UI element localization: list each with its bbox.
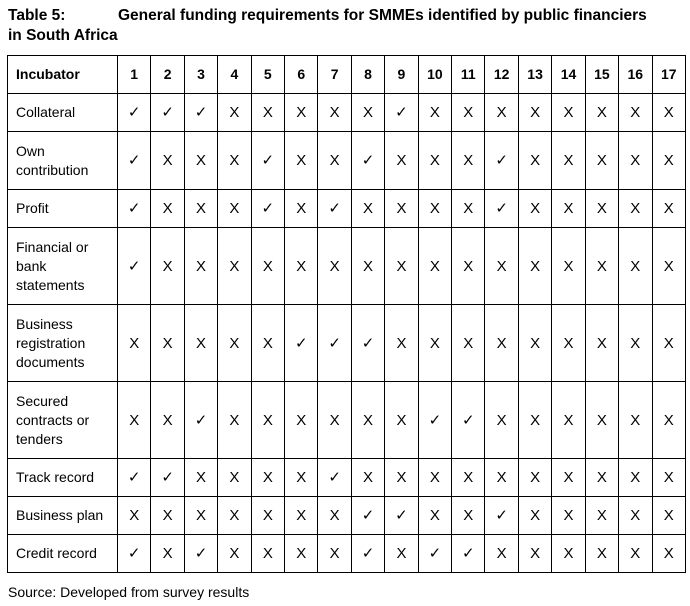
check-mark-icon: ✓: [118, 535, 151, 573]
caption-title: General funding requirements for SMMEs identified by public financiers: [118, 7, 647, 24]
cross-mark: X: [251, 228, 284, 305]
header-incubator-1: 1: [118, 56, 151, 94]
cross-mark: X: [485, 382, 518, 459]
cross-mark: X: [418, 497, 451, 535]
table-caption: [8, 6, 684, 46]
cross-mark: X: [652, 190, 686, 228]
header-incubator-9: 9: [385, 56, 418, 94]
cross-mark: X: [318, 94, 351, 132]
check-mark-icon: ✓: [251, 190, 284, 228]
cross-mark: X: [585, 132, 618, 190]
table-row: [8, 190, 686, 228]
cross-mark: X: [318, 382, 351, 459]
table-header-row: [8, 56, 686, 94]
cross-mark: X: [585, 497, 618, 535]
cross-mark: X: [418, 190, 451, 228]
cross-mark: X: [184, 190, 217, 228]
cross-mark: X: [218, 94, 251, 132]
cross-mark: X: [318, 132, 351, 190]
cross-mark: X: [251, 94, 284, 132]
header-incubator-16: 16: [619, 56, 652, 94]
header-incubator-14: 14: [552, 56, 585, 94]
cross-mark: X: [518, 382, 551, 459]
cross-mark: X: [351, 94, 384, 132]
cross-mark: X: [518, 132, 551, 190]
cross-mark: X: [218, 382, 251, 459]
cross-mark: X: [385, 228, 418, 305]
check-mark-icon: ✓: [151, 459, 184, 497]
cross-mark: X: [452, 190, 485, 228]
cross-mark: X: [385, 459, 418, 497]
header-incubator-5: 5: [251, 56, 284, 94]
check-mark-icon: ✓: [118, 459, 151, 497]
cross-mark: X: [385, 382, 418, 459]
cross-mark: X: [385, 305, 418, 382]
row-label: Profit: [8, 190, 118, 228]
cross-mark: X: [351, 190, 384, 228]
cross-mark: X: [218, 459, 251, 497]
cross-mark: X: [218, 228, 251, 305]
cross-mark: X: [151, 190, 184, 228]
check-mark-icon: ✓: [385, 94, 418, 132]
row-label: Business registration documents: [8, 305, 118, 382]
check-mark-icon: ✓: [418, 535, 451, 573]
cross-mark: X: [652, 459, 686, 497]
check-mark-icon: ✓: [452, 382, 485, 459]
cross-mark: X: [118, 497, 151, 535]
cross-mark: X: [619, 305, 652, 382]
check-mark-icon: ✓: [151, 94, 184, 132]
check-mark-icon: ✓: [251, 132, 284, 190]
header-incubator-17: 17: [652, 56, 686, 94]
cross-mark: X: [518, 228, 551, 305]
header-incubator-13: 13: [518, 56, 551, 94]
check-mark-icon: ✓: [485, 497, 518, 535]
cross-mark: X: [218, 190, 251, 228]
cross-mark: X: [285, 94, 318, 132]
header-incubator-8: 8: [351, 56, 384, 94]
cross-mark: X: [452, 132, 485, 190]
row-label: Financial or bank statements: [8, 228, 118, 305]
check-mark-icon: ✓: [485, 132, 518, 190]
cross-mark: X: [619, 94, 652, 132]
cross-mark: X: [652, 228, 686, 305]
cross-mark: X: [552, 190, 585, 228]
check-mark-icon: ✓: [318, 305, 351, 382]
check-mark-icon: ✓: [318, 459, 351, 497]
cross-mark: X: [485, 305, 518, 382]
table-body: [8, 94, 686, 573]
check-mark-icon: ✓: [318, 190, 351, 228]
cross-mark: X: [151, 497, 184, 535]
cross-mark: X: [452, 459, 485, 497]
cross-mark: X: [552, 94, 585, 132]
cross-mark: X: [518, 190, 551, 228]
cross-mark: X: [552, 228, 585, 305]
check-mark-icon: ✓: [118, 132, 151, 190]
cross-mark: X: [151, 132, 184, 190]
cross-mark: X: [585, 190, 618, 228]
cross-mark: X: [418, 459, 451, 497]
cross-mark: X: [285, 228, 318, 305]
cross-mark: X: [285, 382, 318, 459]
cross-mark: X: [285, 535, 318, 573]
check-mark-icon: ✓: [418, 382, 451, 459]
row-label: Business plan: [8, 497, 118, 535]
cross-mark: X: [285, 190, 318, 228]
check-mark-icon: ✓: [118, 228, 151, 305]
header-incubator-12: 12: [485, 56, 518, 94]
cross-mark: X: [619, 459, 652, 497]
cross-mark: X: [184, 228, 217, 305]
check-mark-icon: ✓: [485, 190, 518, 228]
cross-mark: X: [251, 535, 284, 573]
cross-mark: X: [318, 497, 351, 535]
cross-mark: X: [418, 305, 451, 382]
table-row: [8, 228, 686, 305]
cross-mark: X: [151, 305, 184, 382]
cross-mark: X: [184, 459, 217, 497]
header-incubator-11: 11: [452, 56, 485, 94]
cross-mark: X: [452, 228, 485, 305]
funding-requirements-table: [7, 55, 686, 573]
cross-mark: X: [184, 305, 217, 382]
cross-mark: X: [218, 305, 251, 382]
check-mark-icon: ✓: [184, 94, 217, 132]
cross-mark: X: [585, 382, 618, 459]
header-incubator-6: 6: [285, 56, 318, 94]
cross-mark: X: [351, 228, 384, 305]
table-row: [8, 132, 686, 190]
cross-mark: X: [585, 535, 618, 573]
cross-mark: X: [652, 132, 686, 190]
cross-mark: X: [518, 305, 551, 382]
cross-mark: X: [251, 497, 284, 535]
cross-mark: X: [351, 459, 384, 497]
cross-mark: X: [184, 132, 217, 190]
check-mark-icon: ✓: [351, 497, 384, 535]
check-mark-icon: ✓: [385, 497, 418, 535]
cross-mark: X: [118, 305, 151, 382]
header-incubator-2: 2: [151, 56, 184, 94]
check-mark-icon: ✓: [285, 305, 318, 382]
cross-mark: X: [652, 94, 686, 132]
table-row: [8, 305, 686, 382]
row-label: Collateral: [8, 94, 118, 132]
check-mark-icon: ✓: [118, 190, 151, 228]
row-label: Own contribution: [8, 132, 118, 190]
header-incubator: Incubator: [8, 56, 118, 94]
cross-mark: X: [218, 535, 251, 573]
cross-mark: X: [652, 305, 686, 382]
table-row: [8, 497, 686, 535]
caption-label: Table 5:: [8, 7, 66, 24]
check-mark-icon: ✓: [351, 535, 384, 573]
cross-mark: X: [351, 382, 384, 459]
cross-mark: X: [251, 459, 284, 497]
cross-mark: X: [218, 497, 251, 535]
cross-mark: X: [485, 535, 518, 573]
row-label: Track record: [8, 459, 118, 497]
cross-mark: X: [218, 132, 251, 190]
table-row: [8, 535, 686, 573]
source-note: Source: Developed from survey results: [8, 584, 250, 600]
cross-mark: X: [652, 497, 686, 535]
cross-mark: X: [452, 94, 485, 132]
header-incubator-7: 7: [318, 56, 351, 94]
cross-mark: X: [151, 228, 184, 305]
cross-mark: X: [452, 305, 485, 382]
cross-mark: X: [151, 535, 184, 573]
check-mark-icon: ✓: [184, 535, 217, 573]
cross-mark: X: [552, 305, 585, 382]
cross-mark: X: [585, 459, 618, 497]
cross-mark: X: [652, 535, 686, 573]
cross-mark: X: [418, 94, 451, 132]
cross-mark: X: [518, 497, 551, 535]
cross-mark: X: [585, 228, 618, 305]
header-incubator-3: 3: [184, 56, 217, 94]
cross-mark: X: [385, 190, 418, 228]
header-incubator-15: 15: [585, 56, 618, 94]
cross-mark: X: [118, 382, 151, 459]
cross-mark: X: [518, 459, 551, 497]
table-row: [8, 382, 686, 459]
cross-mark: X: [518, 94, 551, 132]
check-mark-icon: ✓: [452, 535, 485, 573]
caption-line-2: in South Africa: [8, 27, 118, 44]
cross-mark: X: [385, 132, 418, 190]
cross-mark: X: [285, 132, 318, 190]
cross-mark: X: [585, 94, 618, 132]
cross-mark: X: [285, 459, 318, 497]
cross-mark: X: [552, 382, 585, 459]
cross-mark: X: [552, 459, 585, 497]
cross-mark: X: [552, 497, 585, 535]
row-label: Credit record: [8, 535, 118, 573]
cross-mark: X: [184, 497, 217, 535]
cross-mark: X: [619, 132, 652, 190]
caption-line-1: [8, 6, 684, 26]
cross-mark: X: [418, 132, 451, 190]
cross-mark: X: [652, 382, 686, 459]
cross-mark: X: [285, 497, 318, 535]
cross-mark: X: [619, 228, 652, 305]
cross-mark: X: [485, 459, 518, 497]
check-mark-icon: ✓: [351, 132, 384, 190]
cross-mark: X: [552, 132, 585, 190]
cross-mark: X: [318, 228, 351, 305]
cross-mark: X: [619, 190, 652, 228]
cross-mark: X: [151, 382, 184, 459]
cross-mark: X: [318, 535, 351, 573]
cross-mark: X: [619, 497, 652, 535]
cross-mark: X: [385, 535, 418, 573]
cross-mark: X: [452, 497, 485, 535]
cross-mark: X: [518, 535, 551, 573]
cross-mark: X: [585, 305, 618, 382]
row-label: Secured contracts or tenders: [8, 382, 118, 459]
table-row: [8, 94, 686, 132]
cross-mark: X: [619, 535, 652, 573]
cross-mark: X: [485, 228, 518, 305]
check-mark-icon: ✓: [351, 305, 384, 382]
cross-mark: X: [251, 382, 284, 459]
header-incubator-10: 10: [418, 56, 451, 94]
cross-mark: X: [418, 228, 451, 305]
check-mark-icon: ✓: [184, 382, 217, 459]
cross-mark: X: [619, 382, 652, 459]
check-mark-icon: ✓: [118, 94, 151, 132]
cross-mark: X: [485, 94, 518, 132]
cross-mark: X: [552, 535, 585, 573]
header-incubator-4: 4: [218, 56, 251, 94]
cross-mark: X: [251, 305, 284, 382]
table-row: [8, 459, 686, 497]
